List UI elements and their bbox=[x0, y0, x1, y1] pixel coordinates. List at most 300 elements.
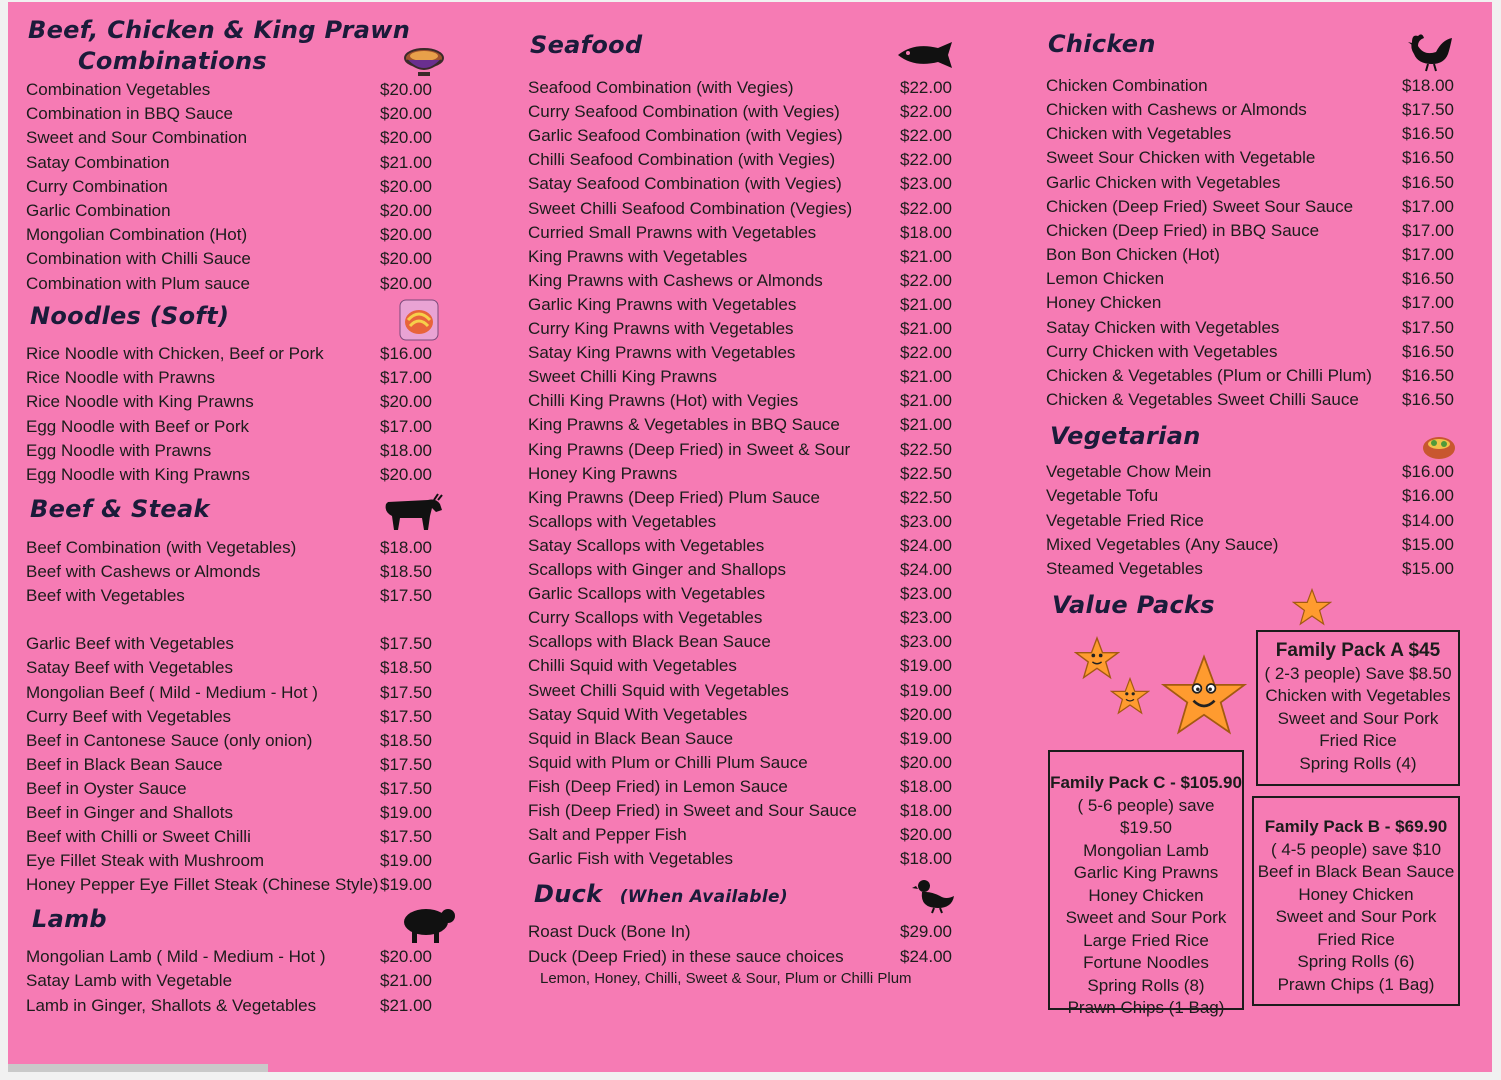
menu-item bbox=[528, 148, 968, 172]
menu-item-name: Scallops with Black Bean Sauce bbox=[528, 632, 771, 652]
pack-line: Fried Rice bbox=[1319, 731, 1397, 750]
menu-item bbox=[1046, 557, 1476, 581]
menu-item bbox=[1046, 74, 1476, 98]
family-pack-b bbox=[1252, 796, 1460, 1006]
menu-item-price: $24.00 bbox=[900, 560, 952, 579]
menu-item-price: $22.00 bbox=[900, 270, 952, 290]
menu-item bbox=[1046, 267, 1476, 291]
rooster-icon bbox=[1404, 32, 1456, 72]
vegetable-bowl-icon bbox=[1418, 430, 1460, 462]
menu-item-name: Scallops with Vegetables bbox=[528, 511, 717, 531]
menu-item-price: $17.50 bbox=[380, 827, 432, 847]
menu-item-price: $22.00 bbox=[900, 198, 952, 218]
menu-item-name: Satay Beef with Vegetables bbox=[26, 658, 233, 678]
menu-item bbox=[528, 630, 968, 654]
menu-item bbox=[1046, 291, 1476, 315]
menu-item bbox=[528, 221, 968, 245]
pack-line: ( 5-6 people) save $19.50 bbox=[1077, 795, 1215, 837]
menu-item-name: Garlic King Prawns with Vegetables bbox=[528, 294, 797, 314]
menu-item bbox=[1046, 509, 1476, 533]
combinations-heading-line2: Combinations bbox=[78, 47, 267, 75]
menu-item bbox=[26, 681, 466, 705]
menu-item-price: $20.00 bbox=[900, 752, 952, 772]
menu-item bbox=[1046, 219, 1476, 243]
menu-item-price: $18.00 bbox=[380, 440, 432, 460]
menu-item-price: $22.00 bbox=[900, 126, 952, 146]
menu-item-price: $16.50 bbox=[1402, 365, 1454, 385]
menu-item-price: $17.50 bbox=[380, 706, 432, 726]
menu-item-name: Fish (Deep Fried) in Lemon Sauce bbox=[528, 776, 788, 796]
menu-item-price: $20.00 bbox=[900, 704, 952, 724]
menu-item bbox=[528, 365, 968, 389]
menu-item bbox=[528, 582, 968, 606]
menu-item-price: $17.00 bbox=[1402, 293, 1454, 313]
menu-item bbox=[26, 753, 466, 777]
menu-item-name: Mongolian Lamb ( Mild - Medium - Hot ) bbox=[26, 947, 326, 966]
menu-item-price: $15.00 bbox=[1402, 559, 1454, 579]
menu-item bbox=[26, 102, 466, 126]
menu-item bbox=[26, 729, 466, 753]
menu-item bbox=[26, 801, 466, 825]
menu-item-name: Sweet Chilli King Prawns bbox=[528, 367, 717, 387]
menu-item bbox=[528, 847, 968, 871]
menu-item-name: Vegetable Tofu bbox=[1046, 486, 1159, 506]
pack-line: Large Fried Rice bbox=[1083, 930, 1209, 950]
menu-item-price: $21.00 bbox=[380, 152, 432, 172]
menu-item-price: $21.00 bbox=[900, 246, 952, 266]
menu-item bbox=[26, 199, 466, 223]
menu-item-name: Duck (Deep Fried) in these sauce choices bbox=[528, 946, 844, 966]
menu-item bbox=[528, 534, 968, 558]
menu-item-name: Beef in Cantonese Sauce (only onion) bbox=[26, 730, 313, 750]
menu-item-price: $24.00 bbox=[900, 946, 952, 966]
menu-item bbox=[26, 777, 466, 801]
menu-item-name: Mixed Vegetables (Any Sauce) bbox=[1046, 534, 1279, 554]
menu-item-name: Beef with Chilli or Sweet Chilli bbox=[26, 827, 251, 847]
menu-item bbox=[528, 293, 968, 317]
menu-item-name: Chicken (Deep Fried) Sweet Sour Sauce bbox=[1046, 196, 1354, 216]
menu-item bbox=[26, 945, 466, 969]
menu-item-name: Chicken (Deep Fried) in BBQ Sauce bbox=[1046, 220, 1320, 240]
duck-icon bbox=[912, 878, 956, 914]
menu-item bbox=[528, 654, 968, 678]
menu-item bbox=[1046, 98, 1476, 122]
menu-item-price: $22.00 bbox=[900, 102, 952, 122]
menu-item-price: $15.00 bbox=[1402, 534, 1454, 554]
menu-item-name: Sweet Chilli Squid with Vegetables bbox=[528, 680, 789, 700]
menu-item-price: $20.00 bbox=[900, 825, 952, 845]
menu-item bbox=[528, 76, 968, 100]
menu-item-price: $21.00 bbox=[900, 294, 952, 314]
menu-item bbox=[528, 197, 968, 221]
pack-line: Beef in Black Bean Sauce bbox=[1257, 862, 1455, 881]
pack-line: Fried Rice bbox=[1317, 929, 1395, 949]
menu-item bbox=[26, 705, 466, 729]
pack-line: Honey Chicken bbox=[1088, 885, 1204, 905]
pack-line: Prawn Chips (1 Bag) bbox=[1277, 974, 1435, 994]
menu-item bbox=[528, 727, 968, 751]
menu-item-name: Beef in Oyster Sauce bbox=[26, 778, 187, 798]
menu-item bbox=[1046, 146, 1476, 170]
menu-item-name: Curry Seafood Combination (with Vegies) bbox=[528, 102, 840, 122]
menu-item-price: $20.00 bbox=[380, 392, 432, 412]
menu-item bbox=[26, 223, 466, 247]
pack-line: Prawn Chips (1 Bag) bbox=[1067, 998, 1225, 1017]
menu-item-name: Curry Combination bbox=[26, 176, 168, 196]
menu-item-price: $18.00 bbox=[900, 801, 952, 820]
menu-item bbox=[528, 438, 968, 462]
pack-line: Chicken with Vegetables bbox=[1265, 686, 1451, 705]
menu-item bbox=[26, 873, 466, 897]
menu-item bbox=[528, 823, 968, 847]
menu-item bbox=[1046, 316, 1476, 340]
menu-item bbox=[528, 462, 968, 486]
menu-item-name: Rice Noodle with Chicken, Beef or Pork bbox=[26, 344, 324, 363]
lamb-heading: Lamb bbox=[32, 905, 107, 933]
menu-item-price: $21.00 bbox=[900, 415, 952, 435]
pack-line: Spring Rolls (4) bbox=[1299, 753, 1417, 773]
menu-item bbox=[1046, 122, 1476, 146]
star-icon bbox=[1110, 677, 1150, 715]
menu-item-price: $19.00 bbox=[900, 656, 952, 676]
menu-item-name: Egg Noodle with Prawns bbox=[26, 440, 212, 460]
menu-item-price: $16.50 bbox=[1402, 172, 1454, 192]
menu-item-price: $16.50 bbox=[1402, 269, 1454, 289]
pack-line: Fortune Noodles bbox=[1083, 953, 1209, 972]
menu-item bbox=[528, 775, 968, 799]
menu-item-price: $18.50 bbox=[380, 658, 432, 678]
menu-item-name: Curry Chicken with Vegetables bbox=[1046, 341, 1278, 361]
menu-item-price: $22.00 bbox=[900, 343, 952, 363]
menu-item-name: King Prawns (Deep Fried) Plum Sauce bbox=[528, 487, 820, 507]
menu-item-price: $22.50 bbox=[900, 439, 952, 459]
menu-item-name: Vegetable Fried Rice bbox=[1046, 510, 1204, 530]
menu-item-name: Scallops with Ginger and Shallops bbox=[528, 560, 786, 579]
menu-item-price: $19.00 bbox=[380, 875, 432, 895]
menu-item bbox=[26, 366, 466, 390]
menu-item-price: $17.50 bbox=[1402, 317, 1454, 337]
menu-item-price: $20.00 bbox=[380, 947, 432, 966]
menu-item bbox=[26, 126, 466, 150]
menu-item bbox=[26, 175, 466, 199]
menu-item-name: Satay Chicken with Vegetables bbox=[1046, 317, 1280, 337]
menu-item-name: Beef with Cashews or Almonds bbox=[26, 562, 261, 582]
menu-item-price: $20.00 bbox=[380, 201, 432, 220]
menu-item-price: $14.00 bbox=[1402, 510, 1454, 530]
star-icon bbox=[1292, 588, 1332, 626]
menu-item bbox=[1046, 484, 1476, 508]
menu-item-name: Honey King Prawns bbox=[528, 463, 678, 483]
menu-item-name: Sweet Chilli Seafood Combination (Vegies) bbox=[528, 198, 853, 218]
menu-item-name: Squid with Plum or Chilli Plum Sauce bbox=[528, 752, 808, 772]
menu-item-price: $22.50 bbox=[900, 463, 952, 483]
menu-item-price: $19.00 bbox=[380, 803, 432, 822]
menu-item-name: Garlic Chicken with Vegetables bbox=[1046, 172, 1281, 192]
menu-item-name: Satay Scallops with Vegetables bbox=[528, 535, 765, 555]
menu-item-price: $18.50 bbox=[380, 562, 432, 582]
pack-line: Garlic King Prawns bbox=[1073, 863, 1219, 882]
menu-item bbox=[528, 679, 968, 703]
pack-line: Sweet and Sour Pork bbox=[1275, 907, 1437, 926]
menu-item-name: Fish (Deep Fried) in Sweet and Sour Sauce bbox=[528, 801, 857, 820]
menu-item-price: $16.00 bbox=[1402, 462, 1454, 481]
menu-item bbox=[1046, 171, 1476, 195]
menu-item bbox=[26, 78, 466, 102]
menu-item bbox=[528, 558, 968, 582]
menu-item bbox=[26, 825, 466, 849]
duck-subtitle: (When Available) bbox=[619, 887, 788, 907]
menu-item bbox=[528, 606, 968, 630]
menu-item-price: $20.00 bbox=[380, 273, 432, 293]
pack-line: Spring Rolls (6) bbox=[1297, 952, 1415, 971]
menu-item-price: $16.50 bbox=[1402, 124, 1454, 144]
menu-item-name: Beef with Vegetables bbox=[26, 586, 185, 606]
sheep-icon bbox=[400, 904, 458, 944]
menu-item-name: Beef Combination (with Vegetables) bbox=[26, 538, 297, 557]
menu-item-price: $19.00 bbox=[900, 680, 952, 700]
menu-item-price: $18.00 bbox=[1402, 76, 1454, 95]
pack-line: Sweet and Sour Pork bbox=[1065, 908, 1227, 927]
family-pack-a bbox=[1256, 630, 1460, 786]
menu-item-name: Lamb in Ginger, Shallots & Vegetables bbox=[26, 995, 317, 1015]
menu-item-name: Honey Chicken bbox=[1046, 293, 1162, 313]
menu-item-price: $18.00 bbox=[900, 222, 952, 242]
menu-item-name: Chicken & Vegetables (Plum or Chilli Plum) bbox=[1046, 365, 1372, 385]
menu-item-name: Garlic Seafood Combination (with Vegies) bbox=[528, 126, 843, 146]
bowl-icon bbox=[402, 44, 446, 78]
menu-item-price: $18.00 bbox=[380, 538, 432, 557]
menu-item-name: Chilli Seafood Combination (with Vegies) bbox=[528, 150, 836, 170]
menu-item-name: Eye Fillet Steak with Mushroom bbox=[26, 851, 265, 871]
menu-item-name: Sweet Sour Chicken with Vegetable bbox=[1046, 148, 1316, 168]
combinations-heading-line1: Beef, Chicken & King Prawn bbox=[28, 16, 411, 44]
family-pack-c bbox=[1048, 750, 1244, 1017]
pack-line: ( 2-3 people) Save $8.50 bbox=[1264, 663, 1452, 683]
menu-item-name: Seafood Combination (with Vegies) bbox=[528, 78, 794, 97]
menu-item-name: Roast Duck (Bone In) bbox=[528, 922, 691, 941]
duck-title: Duck bbox=[534, 880, 603, 908]
menu-item-name: Satay Combination bbox=[26, 152, 170, 172]
menu-item-name: Beef in Black Bean Sauce bbox=[26, 754, 223, 774]
pack-line: Mongolian Lamb bbox=[1083, 840, 1209, 860]
menu-item bbox=[26, 247, 466, 271]
menu-item bbox=[528, 799, 968, 823]
menu-item-price: $17.00 bbox=[380, 368, 432, 388]
vegetarian-heading: Vegetarian bbox=[1050, 422, 1201, 450]
menu-item-price: $18.50 bbox=[380, 730, 432, 750]
menu-item-price: $21.00 bbox=[900, 391, 952, 411]
menu-item-name: Mongolian Combination (Hot) bbox=[26, 225, 248, 245]
menu-item-name: King Prawns & Vegetables in BBQ Sauce bbox=[528, 415, 840, 435]
duck-heading bbox=[534, 880, 788, 908]
menu-item bbox=[528, 751, 968, 775]
menu-item bbox=[1046, 364, 1476, 388]
menu-item-price: $17.00 bbox=[380, 416, 432, 436]
menu-item-price: $21.00 bbox=[380, 995, 432, 1015]
star-icon bbox=[1160, 652, 1248, 738]
fish-icon bbox=[894, 40, 958, 70]
menu-item-price: $19.00 bbox=[380, 851, 432, 871]
menu-item-price: $21.00 bbox=[900, 319, 952, 338]
menu-item-price: $17.50 bbox=[380, 682, 432, 702]
menu-item bbox=[528, 389, 968, 413]
menu-item-name: Chicken Combination bbox=[1046, 76, 1208, 95]
menu-item-name: Egg Noodle with Beef or Pork bbox=[26, 416, 250, 436]
menu-item-name: Vegetable Chow Mein bbox=[1046, 462, 1212, 481]
menu-item-price: $16.50 bbox=[1402, 341, 1454, 361]
menu-item-name: Chicken & Vegetables Sweet Chilli Sauce bbox=[1046, 389, 1359, 409]
menu-item bbox=[528, 245, 968, 269]
menu-item-name: Steamed Vegetables bbox=[1046, 559, 1203, 579]
page-scroll-indicator bbox=[8, 1064, 268, 1072]
menu-item-name: Bon Bon Chicken (Hot) bbox=[1046, 245, 1220, 265]
pack-line: ( 4-5 people) save $10 bbox=[1270, 839, 1442, 859]
menu-item-name: Garlic Combination bbox=[26, 201, 171, 220]
menu-item bbox=[528, 100, 968, 124]
menu-item-price: $22.00 bbox=[900, 78, 952, 97]
menu-item-price: $20.00 bbox=[380, 465, 432, 484]
menu-item-price: $21.00 bbox=[900, 367, 952, 387]
menu-item-name: Chicken with Vegetables bbox=[1046, 124, 1232, 144]
menu-item-name: Chicken with Cashews or Almonds bbox=[1046, 100, 1307, 120]
menu-item-price: $17.50 bbox=[380, 778, 432, 798]
menu-item-name: Garlic Fish with Vegetables bbox=[528, 849, 734, 869]
beef-heading: Beef & Steak bbox=[30, 495, 210, 523]
menu-item-price: $17.00 bbox=[1402, 196, 1454, 216]
menu-item-price: $23.00 bbox=[900, 632, 952, 652]
menu-item bbox=[26, 560, 466, 584]
menu-item bbox=[26, 584, 466, 608]
duck-sauce-note: Lemon, Honey, Chilli, Sweet & Sour, Plum or Chilli Plum bbox=[540, 970, 912, 987]
menu-item bbox=[528, 486, 968, 510]
noodle-bowl-icon bbox=[398, 298, 440, 342]
menu-item-name: Satay King Prawns with Vegetables bbox=[528, 343, 796, 363]
menu-item-price: $17.00 bbox=[1402, 245, 1454, 265]
menu-item-name: Beef in Ginger and Shallots bbox=[26, 803, 233, 822]
menu-item-name: Curry King Prawns with Vegetables bbox=[528, 319, 794, 338]
menu-item-price: $23.00 bbox=[900, 584, 952, 604]
menu-item-name: Satay Lamb with Vegetable bbox=[26, 971, 233, 991]
menu-item-price: $20.00 bbox=[380, 104, 432, 124]
menu-item bbox=[1046, 533, 1476, 557]
pack-line: Sweet and Sour Pork bbox=[1277, 708, 1439, 728]
menu-item bbox=[1046, 340, 1476, 364]
menu-item-name: Chilli King Prawns (Hot) with Vegies bbox=[528, 391, 799, 411]
menu-item-name: Curried Small Prawns with Vegetables bbox=[528, 222, 817, 242]
menu-item-price: $19.00 bbox=[900, 728, 952, 748]
menu-item-price: $20.00 bbox=[380, 80, 432, 99]
menu-item-price: $18.00 bbox=[900, 849, 952, 869]
menu-item-price: $29.00 bbox=[900, 922, 952, 941]
star-icon bbox=[1074, 636, 1120, 680]
menu-item-price: $23.00 bbox=[900, 608, 952, 628]
menu-item-price: $21.00 bbox=[380, 971, 432, 991]
pack-line: Honey Chicken bbox=[1298, 884, 1414, 904]
menu-item bbox=[26, 536, 466, 560]
menu-item bbox=[26, 463, 466, 487]
menu-item bbox=[528, 703, 968, 727]
menu-item-name: Rice Noodle with Prawns bbox=[26, 368, 215, 388]
menu-item bbox=[26, 994, 466, 1018]
menu-item-name: Satay Seafood Combination (with Vegies) bbox=[528, 174, 842, 194]
menu-item-name: Honey Pepper Eye Fillet Steak (Chinese Style) bbox=[26, 875, 379, 895]
menu-item-name: King Prawns with Cashews or Almonds bbox=[528, 270, 823, 290]
menu-item-price: $17.50 bbox=[380, 634, 432, 654]
menu-item-price: $17.50 bbox=[380, 754, 432, 774]
menu-item bbox=[528, 172, 968, 196]
menu-item-name: Salt and Pepper Fish bbox=[528, 825, 687, 845]
menu-item-price: $24.00 bbox=[900, 535, 952, 555]
menu-item bbox=[528, 510, 968, 534]
menu-item-price: $23.00 bbox=[900, 511, 952, 531]
menu-item-price: $23.00 bbox=[900, 174, 952, 194]
menu-item bbox=[528, 920, 968, 944]
value-packs-heading: Value Packs bbox=[1052, 591, 1215, 619]
menu-item-name: Combination with Plum sauce bbox=[26, 273, 250, 293]
menu-item-name: Combination with Chilli Sauce bbox=[26, 249, 251, 269]
menu-item bbox=[528, 269, 968, 293]
family-pack-a-lines bbox=[1258, 663, 1458, 776]
menu-item-price: $20.00 bbox=[380, 176, 432, 196]
menu-item-price: $17.00 bbox=[1402, 220, 1454, 240]
menu-item-name: Lemon Chicken bbox=[1046, 269, 1165, 289]
menu-item bbox=[528, 124, 968, 148]
menu-item-price: $16.00 bbox=[380, 344, 432, 363]
menu-item bbox=[26, 439, 466, 463]
menu-item bbox=[26, 656, 466, 680]
menu-item-name: Egg Noodle with King Prawns bbox=[26, 465, 250, 484]
menu-page bbox=[8, 2, 1492, 1072]
menu-item-name: Sweet and Sour Combination bbox=[26, 128, 248, 148]
menu-item bbox=[1046, 388, 1476, 412]
menu-item-price: $16.00 bbox=[1402, 486, 1454, 506]
menu-item bbox=[26, 415, 466, 439]
menu-item-name: Combination in BBQ Sauce bbox=[26, 104, 233, 124]
menu-item-name: Chilli Squid with Vegetables bbox=[528, 656, 737, 676]
menu-item-name: Satay Squid With Vegetables bbox=[528, 704, 748, 724]
menu-item bbox=[528, 317, 968, 341]
family-pack-b-lines bbox=[1254, 839, 1458, 997]
menu-item-name: Squid in Black Bean Sauce bbox=[528, 728, 734, 748]
chicken-heading: Chicken bbox=[1048, 30, 1156, 58]
noodles-heading: Noodles (Soft) bbox=[30, 302, 230, 330]
menu-item-price: $17.50 bbox=[380, 586, 432, 606]
menu-item-name: Garlic Beef with Vegetables bbox=[26, 634, 234, 654]
menu-item bbox=[1046, 243, 1476, 267]
menu-item-name: Garlic Scallops with Vegetables bbox=[528, 584, 766, 604]
menu-item-name: Combination Vegetables bbox=[26, 80, 211, 99]
pack-line: Spring Rolls (8) bbox=[1087, 975, 1205, 995]
family-pack-a-title: Family Pack A $45 bbox=[1275, 640, 1441, 661]
menu-item-price: $20.00 bbox=[380, 225, 432, 245]
menu-item bbox=[26, 342, 466, 366]
menu-item-price: $20.00 bbox=[380, 128, 432, 148]
menu-item bbox=[528, 341, 968, 365]
family-pack-c-title: Family Pack C - $105.90 bbox=[1050, 773, 1242, 792]
menu-item-price: $16.50 bbox=[1402, 148, 1454, 168]
menu-item-price: $22.00 bbox=[900, 150, 952, 170]
cow-icon bbox=[382, 492, 444, 532]
menu-item bbox=[1046, 460, 1476, 484]
menu-item-price: $20.00 bbox=[380, 249, 432, 269]
menu-item-name: Curry Beef with Vegetables bbox=[26, 706, 232, 726]
menu-item bbox=[26, 272, 466, 296]
menu-item bbox=[26, 390, 466, 414]
family-pack-b-title: Family Pack B - $69.90 bbox=[1264, 817, 1448, 836]
menu-item-name: King Prawns (Deep Fried) in Sweet & Sour bbox=[528, 439, 851, 459]
menu-item bbox=[1046, 195, 1476, 219]
menu-item bbox=[26, 632, 466, 656]
